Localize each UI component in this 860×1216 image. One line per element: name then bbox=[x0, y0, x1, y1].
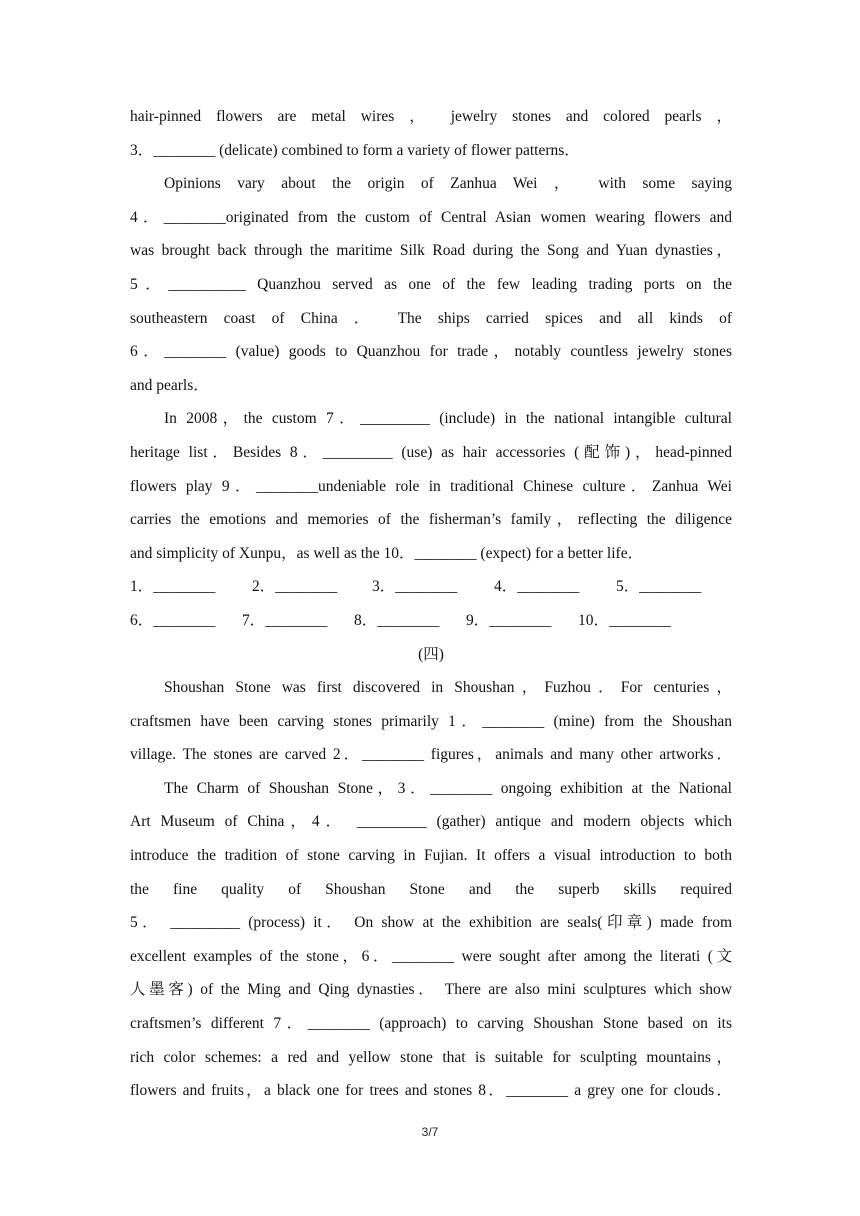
answer-row-2 bbox=[130, 604, 732, 638]
text-line: and simplicity of Xunpu，as well as the 10．________ (expect) for a better life． bbox=[130, 544, 644, 562]
text-line: carries the emotions and memories of the fisherman’s family，reflecting the diligence bbox=[130, 511, 732, 529]
answer-row-1 bbox=[130, 570, 732, 604]
answer-blank[interactable]: 8．________ bbox=[354, 611, 440, 629]
text-line: 3．________ (delicate) combined to form a variety of flower patterns． bbox=[130, 141, 580, 159]
text-line: heritage list．Besides 8．_________ (use) as hair accessories (配饰)，head-pinned bbox=[130, 443, 732, 461]
text-line: 5． _________ (process) it． On show at the exhibition are seals(印章) made from bbox=[130, 914, 732, 932]
answer-blank[interactable]: 9．________ bbox=[466, 611, 552, 629]
text-line: flowers and fruits，a black one for trees and stones 8．________ a grey one for clouds． bbox=[130, 1082, 732, 1100]
text-line: introduce the tradition of stone carving in Fujian. It offers a visual introduction to both bbox=[130, 847, 732, 865]
text-line: rich color schemes: a red and yellow stone that is suitable for sculpting mountains， bbox=[130, 1048, 732, 1066]
document-page bbox=[130, 100, 732, 1108]
text-line: flowers play 9．________undeniable role in traditional Chinese culture．Zanhua Wei bbox=[130, 477, 732, 495]
text-line: the fine quality of Shoushan Stone and the superb skills required bbox=[130, 880, 732, 898]
text-line: and pearls． bbox=[130, 376, 209, 394]
text-line: Art Museum of China，4． _________ (gather) antique and modern objects which bbox=[130, 813, 732, 831]
answer-blank[interactable]: 4．________ bbox=[494, 578, 580, 596]
text-line: In 2008，the custom 7．_________ (include) in the national intangible cultural bbox=[164, 410, 732, 428]
text-line: craftsmen’s different 7．________ (approach) to carving Shoushan Stone based on its bbox=[130, 1015, 732, 1033]
text-line: village. The stones are carved 2．________ figures，animals and many other artworks． bbox=[130, 746, 732, 764]
text-line: southeastern coast of China ． The ships carried spices and all kinds of bbox=[130, 309, 732, 327]
text-line: 4．________originated from the custom of Central Asian women wearing flowers and bbox=[130, 208, 732, 226]
text-line: The Charm of Shoushan Stone，3．________ ongoing exhibition at the National bbox=[164, 779, 732, 797]
answer-blank[interactable]: 3．________ bbox=[372, 578, 458, 596]
answer-blank[interactable]: 7．________ bbox=[242, 611, 328, 629]
page-number: 3/7 bbox=[421, 1125, 439, 1139]
text-line: hair-pinned flowers are metal wires ， jewelry stones and colored pearls ， bbox=[130, 108, 732, 125]
text-line: Shoushan Stone was first discovered in Shoushan，Fuzhou．For centuries， bbox=[164, 679, 732, 697]
text-line: 5．__________ Quanzhou served as one of the few leading trading ports on the bbox=[130, 275, 732, 293]
passage-four bbox=[130, 671, 732, 1108]
answer-blank[interactable]: 6．________ bbox=[130, 611, 216, 629]
answer-blank[interactable]: 5．________ bbox=[616, 578, 702, 596]
section-heading: (四) bbox=[418, 645, 444, 663]
text-line: was brought back through the maritime Silk Road during the Song and Yuan dynasties， bbox=[130, 242, 732, 260]
text-line: 6．________ (value) goods to Quanzhou for trade，notably countless jewelry stones bbox=[130, 343, 732, 361]
answer-blank[interactable]: 2．________ bbox=[252, 578, 338, 596]
passage-three-tail bbox=[130, 100, 732, 570]
text-line: Opinions vary about the origin of Zanhua Wei ， with some saying bbox=[164, 175, 732, 193]
text-line: excellent examples of the stone，6．________ were sought after among the literati (文 bbox=[130, 947, 732, 965]
text-line: 人墨客) of the Ming and Qing dynasties． There are also mini sculptures which show bbox=[130, 981, 732, 999]
answer-blank[interactable]: 10．________ bbox=[578, 611, 672, 629]
answer-blank[interactable]: 1．________ bbox=[130, 578, 216, 596]
text-line: craftsmen have been carving stones primarily 1．________ (mine) from the Shoushan bbox=[130, 712, 732, 730]
